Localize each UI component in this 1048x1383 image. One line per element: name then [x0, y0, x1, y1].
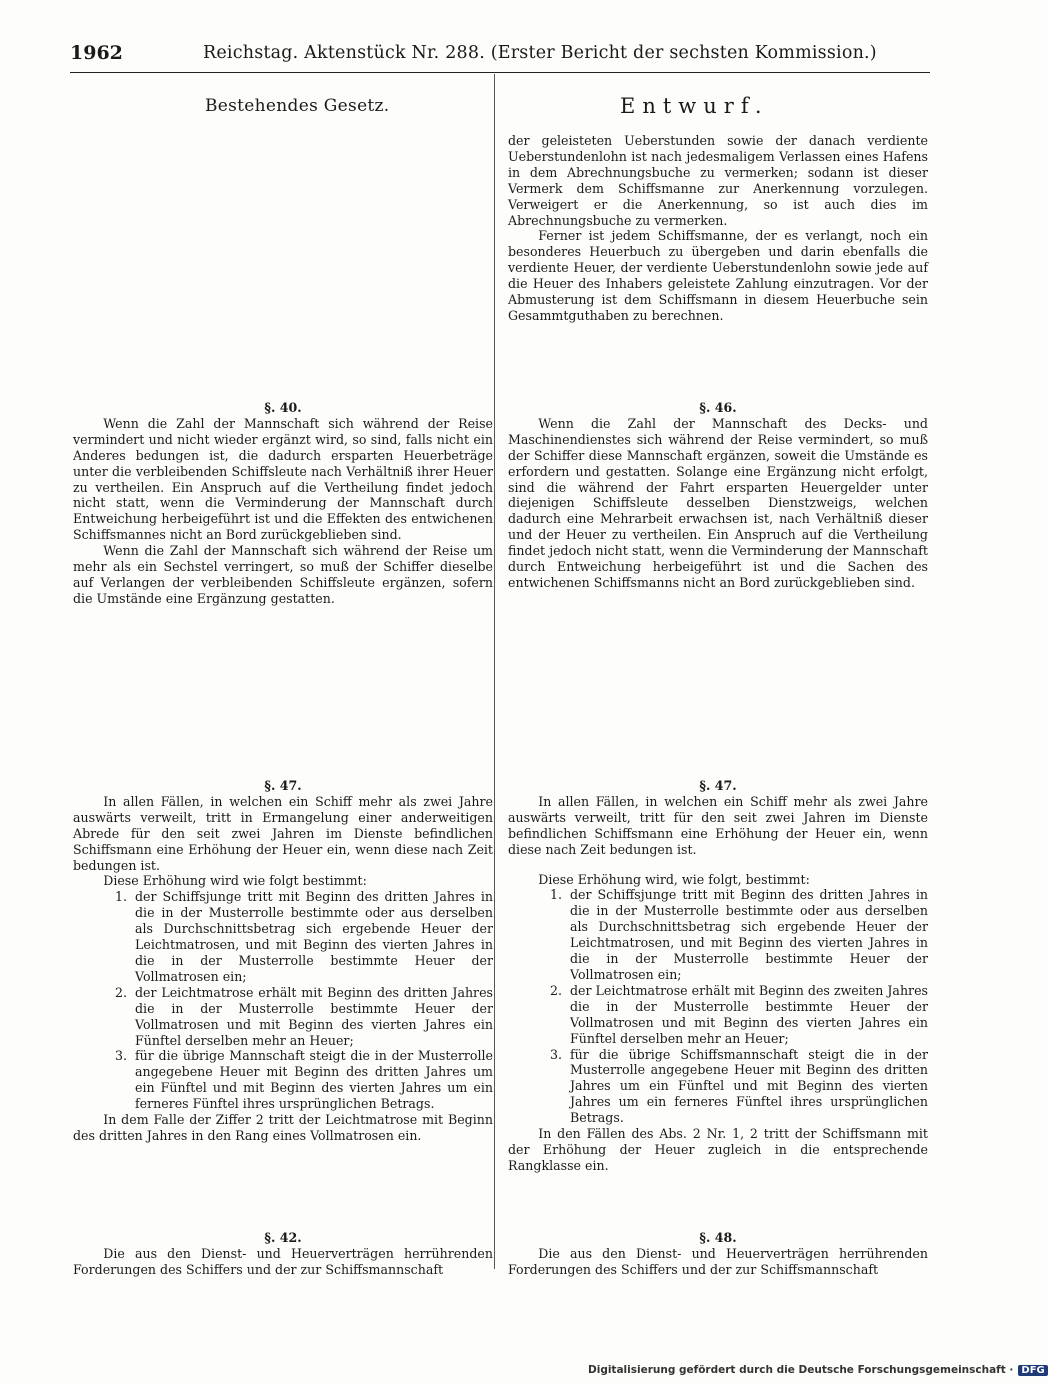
column-divider — [494, 74, 495, 1269]
paragraph: In allen Fällen, in welchen ein Schiff mehr als zwei Jahre auswärts verweilt, tritt für den seit zwei Jahren im Dienste befindlichen Schiffsmann eine Erhöhung der Heuer ein, wenn diese nach Zeit bedungen ist. — [508, 793, 928, 857]
section-heading: §. 47. — [264, 778, 302, 793]
header-rule — [70, 72, 930, 73]
increase-list — [73, 889, 493, 1112]
section-46-draft — [508, 400, 928, 591]
paragraph: In den Fällen des Abs. 2 Nr. 1, 2 tritt der Schiffsmann mit der Erhöhung der Heuer zugleich in die entsprechende Rangklasse ein. — [508, 1126, 928, 1173]
paragraph: In allen Fällen, in welchen ein Schiff mehr als zwei Jahre auswärts verweilt, tritt in Ermangelung einer anderweitigen Abrede für den seit zwei Jahren im Dienste befindlichen Schiffsmann eine Erhöhung der Heuer ein, wenn diese nach Zeit bedungen ist. — [73, 793, 493, 873]
list-item: 2. der Leichtmatrose erhält mit Beginn des zweiten Jahres die in der Musterrolle bestimmte Heuer der Vollmatrosen und mit Beginn des vierten Jahres ein Fünftel derselben mehr an Heuer; — [566, 983, 928, 1047]
section-heading: §. 47. — [699, 778, 737, 793]
paragraph: Wenn die Zahl der Mannschaft sich während der Reise vermindert und nicht wieder ergänzt wird, so sind, falls nicht ein Anderes bedungen ist, die dadurch ersparten Heuerbeträge unter die verbleibenden Schiffsleute nach Verhältniß ihrer Heuer zu vertheilen. Ein Anspruch auf die Vertheilung findet jedoch nicht statt, wenn die Verminderung der Mannschaft durch Entweichung herbeigeführt ist und die Effekten des entwichenen Schiffsmannes nicht an Bord zurückgeblieben sind. — [73, 415, 493, 543]
list-item: 3. für die übrige Mannschaft steigt die in der Musterrolle angegebene Heuer mit Beginn des dritten Jahres um ein Fünftel und mit Beginn des vierten Jahres um ein ferneres Fünftel ihres ursprünglichen Betrags. — [131, 1048, 493, 1112]
paragraph: Die aus den Dienst- und Heuerverträgen herrührenden Forderungen des Schiffers und der zur Schiffsmannschaft — [508, 1245, 928, 1277]
list-item: 1. der Schiffsjunge tritt mit Beginn des dritten Jahres in die in der Musterrolle bestimmte oder aus derselben als Durchschnittsbetrag sich ergebende Heuer der Leichtmatrosen, und mit Beginn des vierten Jahres in die in der Musterrolle bestimmte Heuer der Vollmatrosen ein; — [566, 887, 928, 982]
paragraph: Diese Erhöhung wird, wie folgt, bestimmt: — [538, 871, 810, 887]
section-40-existing — [73, 400, 493, 607]
paragraph: Diese Erhöhung wird wie folgt bestimmt: — [103, 873, 367, 889]
section-heading: §. 46. — [699, 400, 737, 415]
section-heading: §. 40. — [264, 400, 302, 415]
section-42-existing — [73, 1230, 493, 1278]
paragraph: Die aus den Dienst- und Heuerverträgen herrührenden Forderungen des Schiffers und der zur Schiffsmannschaft — [73, 1245, 493, 1277]
list-item: 3. für die übrige Schiffsmannschaft steigt die in der Musterrolle angegebene Heuer mit Beginn des dritten Jahres um ein Fünftel und mit Beginn des vierten Jahres um ein ferneres Fünftel ihres ursprünglichen Betrags. — [566, 1047, 928, 1127]
dfg-logo: DFG — [1018, 1365, 1047, 1376]
paragraph: Wenn die Zahl der Mannschaft des Decks- und Maschinendienstes sich während der Reise vermindert, so muß der Schiffer diese Mannschaft ergänzen, soweit die Umstände es erfordern und gestatten. Solange eine Ergänzung nicht erfolgt, sind die während der Fahrt ersparten Heuergelder unter diejenigen Schiffsleute desselben Dienstzweigs, welchen dadurch eine Mehrarbeit erwachsen ist, nach Verhältniß dieser und der Heuer zu vertheilen. Ein Anspruch auf die Vertheilung findet jedoch nicht statt, wenn die Verminderung der Mannschaft durch Entweichung herbeigeführt ist und die Sachen des entwichenen Schiffsmanns nicht an Bord zurückgeblieben sind. — [508, 415, 928, 590]
left-column-title: Bestehendes Gesetz. — [205, 96, 390, 116]
paragraph: Ferner ist jedem Schiffsmanne, der es verlangt, noch ein besonderes Heuerbuch zu übergeben und darin ebenfalls die verdiente Heuer, der verdiente Ueberstundenlohn sowie jede auf die Heuer des Inhabers geleistete Zahlung einzutragen. Vor der Abmusterung ist dem Schiffsmann in diesem Heuerbuche sein Gesammtguthaben zu berechnen. — [508, 228, 928, 323]
paragraph: Wenn die Zahl der Mannschaft sich während der Reise um mehr als ein Sechstel verringert, so muß der Schiffer dieselbe auf Verlangen der verbleibenden Schiffsleute ergänzen, sofern die Umstände eine Ergänzung gestatten. — [73, 543, 493, 606]
section-47-existing — [73, 778, 493, 1144]
section-heading: §. 42. — [264, 1230, 302, 1245]
footer-text: Digitalisierung gefördert durch die Deutsche Forschungsgemeinschaft · — [588, 1364, 1014, 1376]
running-title: Reichstag. Aktenstück Nr. 288. (Erster Bericht der sechsten Kommission.) — [203, 43, 877, 63]
entwurf-continuation — [508, 133, 928, 324]
paragraph: In dem Falle der Ziffer 2 tritt der Leichtmatrose mit Beginn des dritten Jahres in den Rang eines Vollmatrosen ein. — [73, 1112, 493, 1143]
right-column-title: Entwurf. — [620, 94, 769, 118]
page-header — [70, 42, 930, 70]
page-number: 1962 — [70, 42, 123, 64]
list-item: 2. der Leichtmatrose erhält mit Beginn des dritten Jahres die in der Musterrolle bestimmte Heuer der Vollmatrosen und mit Beginn des vierten Jahres ein Fünftel derselben mehr an Heuer; — [131, 985, 493, 1049]
digitization-footer — [588, 1364, 1048, 1376]
paragraph: der geleisteten Ueberstunden sowie der danach verdiente Ueberstundenlohn ist nach jedesmaligem Verlassen eines Hafens in dem Abrechnungsbuche zu vermerken; sodann ist dieser Vermerk dem Schiffsmanne zur Anerkennung vorzulegen. Verweigert er die Anerkennung, so ist auch dies im Abrechnungsbuche zu vermerken. — [508, 133, 928, 228]
section-48-draft — [508, 1230, 928, 1278]
increase-list — [508, 887, 928, 1126]
section-47-draft — [508, 778, 928, 1174]
section-heading: §. 48. — [699, 1230, 737, 1245]
list-item: 1. der Schiffsjunge tritt mit Beginn des dritten Jahres in die in der Musterrolle bestimmte oder aus derselben als Durchschnittsbetrag sich ergebende Heuer der Leichtmatrosen, und mit Beginn des vierten Jahres in die in der Musterrolle bestimmte Heuer der Vollmatrosen ein; — [131, 889, 493, 984]
